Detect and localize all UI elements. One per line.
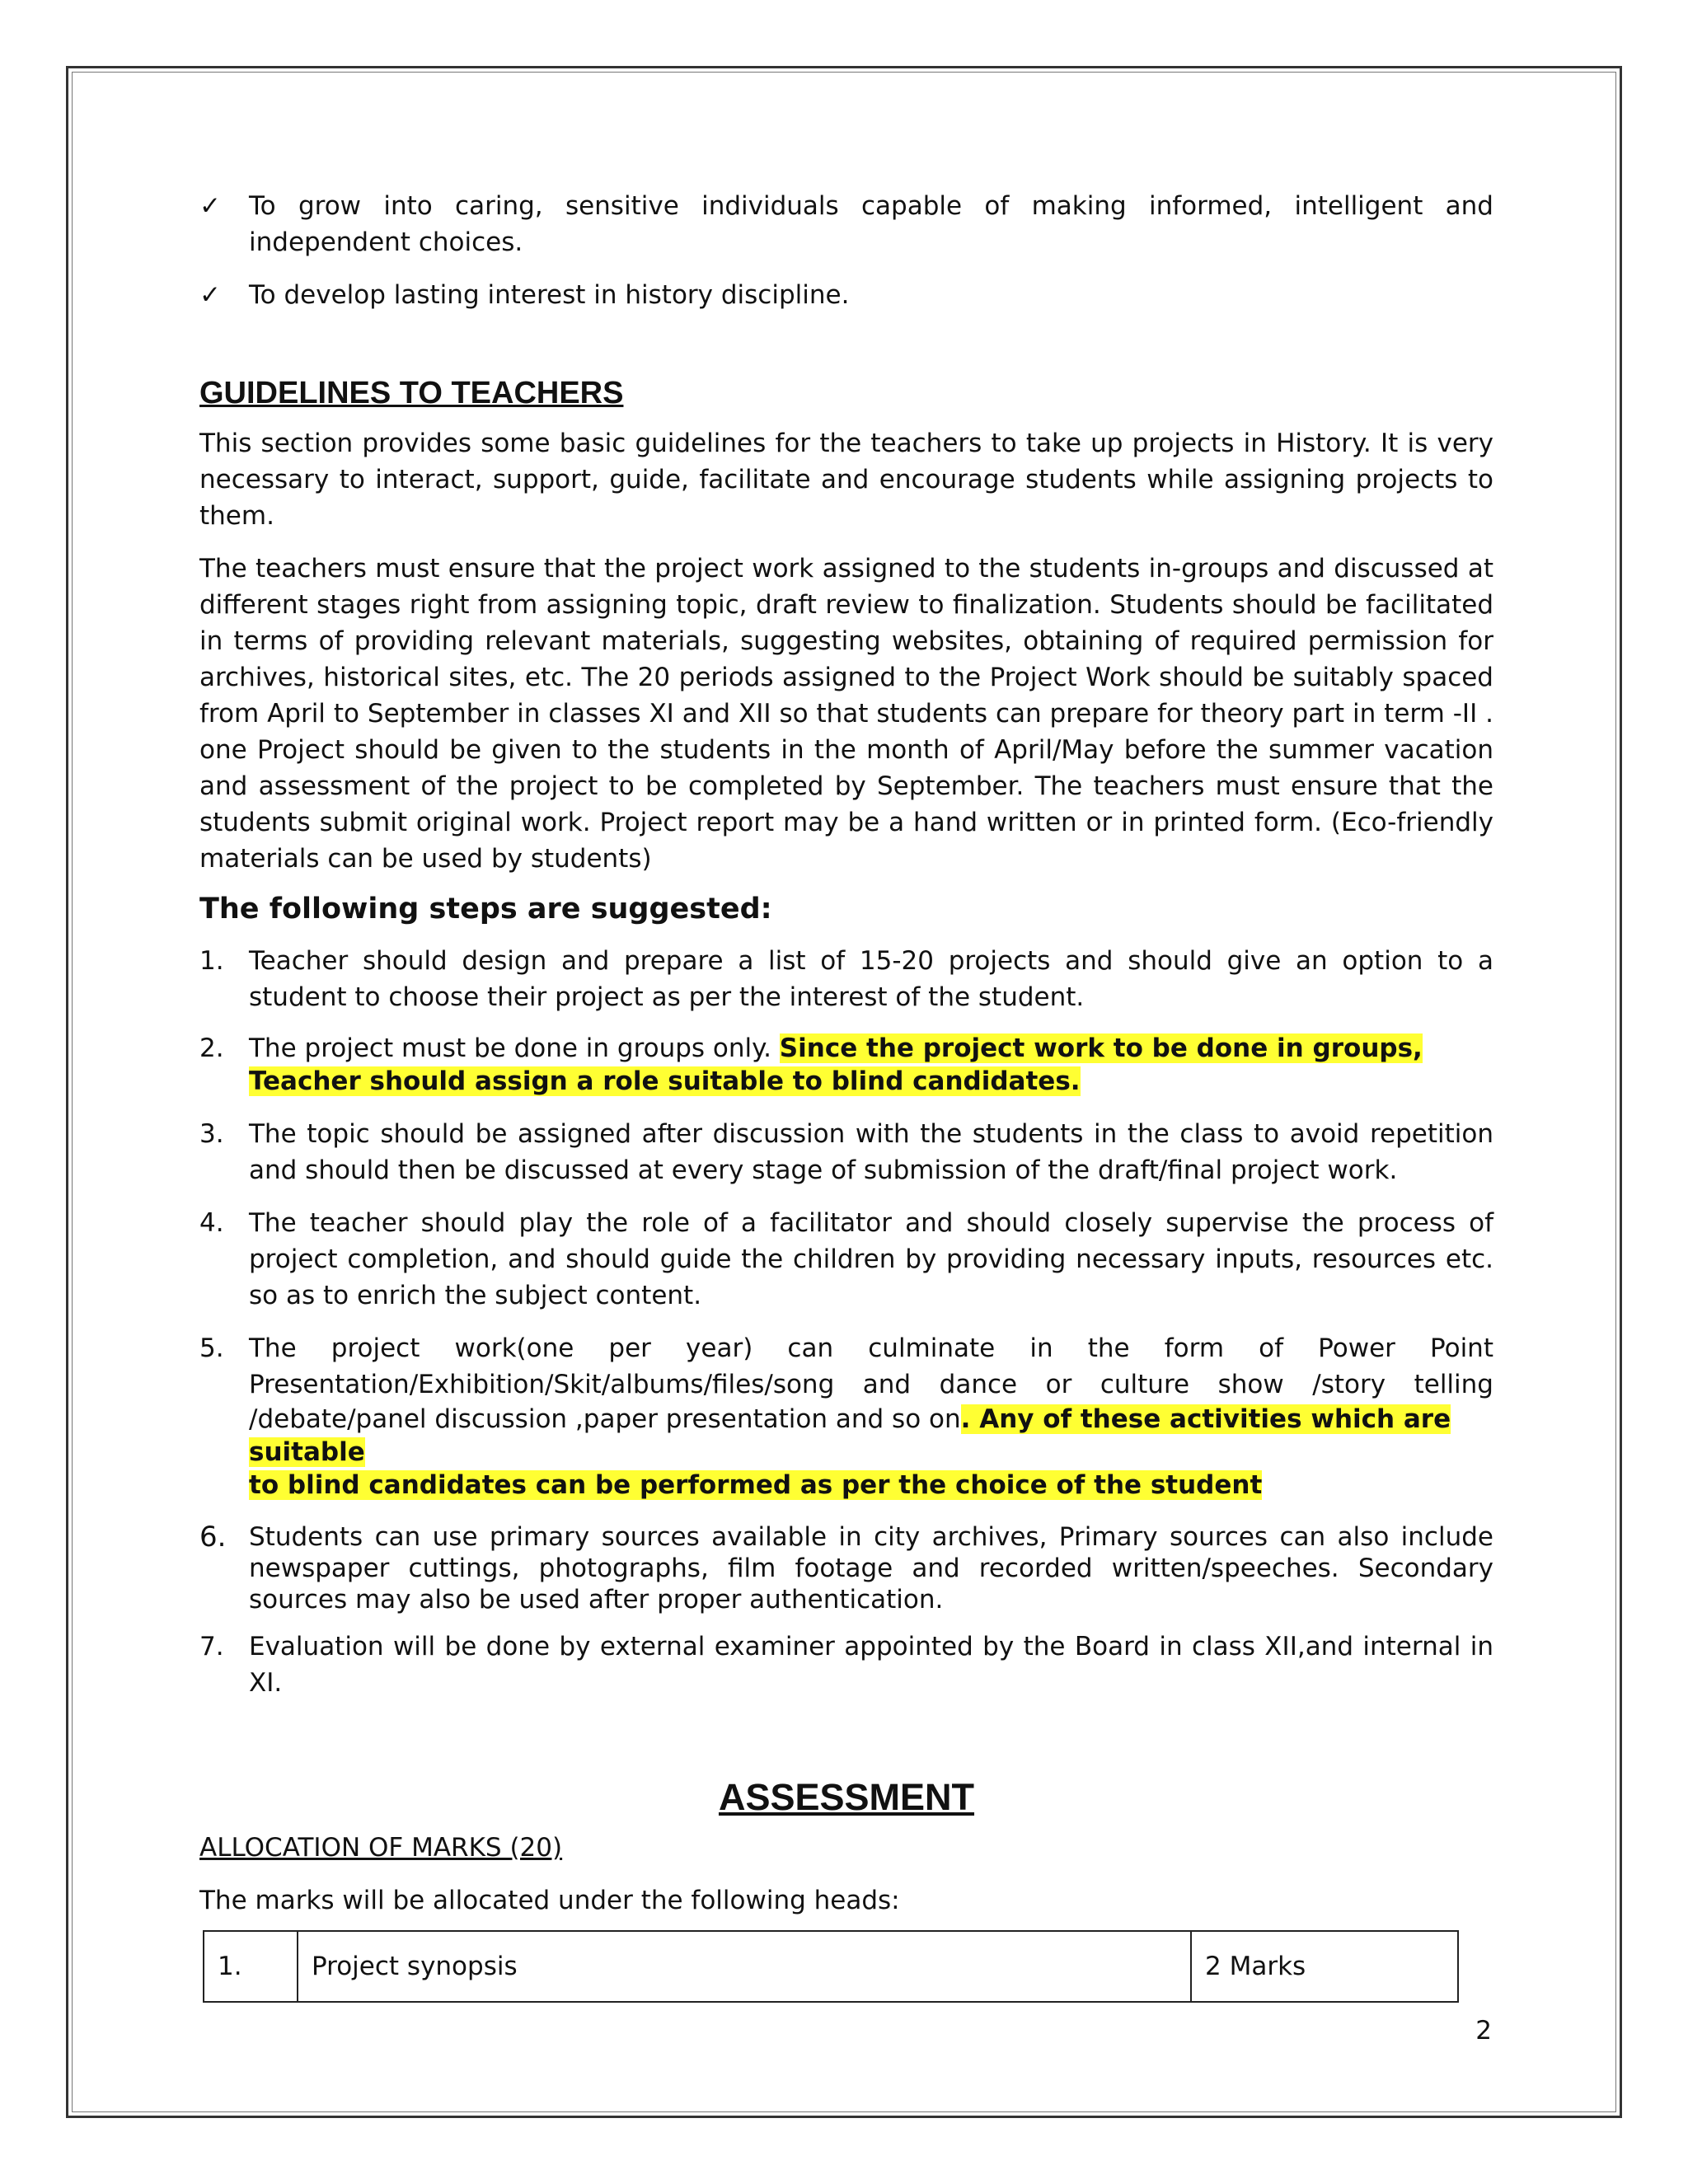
step-item-3 bbox=[199, 1116, 1493, 1188]
step-text: Students can use primary sources available in city archives, Primary sources can also include newspaper cuttings, photographs, film footage and recorded written/speeches. Secondary sources may also be used after proper authentication. bbox=[249, 1522, 1493, 1615]
step-text: The teacher should play the role of a facilitator and should closely supervise the process of project completion, and should guide the children by providing necessary inputs, resources etc. so as to enrich the subject content. bbox=[249, 1208, 1493, 1310]
step-number: 4. bbox=[199, 1208, 224, 1238]
step-text: /debate/panel discussion ,paper presentation and so on bbox=[249, 1404, 961, 1434]
row-number: 1. bbox=[204, 1931, 298, 2002]
highlighted-text: Teacher should assign a role suitable to blind candidates. bbox=[249, 1066, 1081, 1096]
step-text-line bbox=[249, 1403, 1493, 1469]
highlighted-text: . Any of these activities which are suitable bbox=[249, 1404, 1451, 1467]
step-item-2 bbox=[199, 1032, 1493, 1098]
page-number: 2 bbox=[1475, 2016, 1492, 2046]
checkmark-icon: ✓ bbox=[199, 191, 221, 221]
objective-text: To develop lasting interest in history discipline. bbox=[249, 280, 850, 310]
allocation-heading: ALLOCATION OF MARKS (20) bbox=[199, 1833, 563, 1863]
objective-text: To grow into caring, sensitive individuals capable of making informed, intelligent and independent choices. bbox=[249, 191, 1493, 257]
row-item: Project synopsis bbox=[298, 1931, 1191, 2002]
step-item-4 bbox=[199, 1205, 1493, 1314]
steps-heading: The following steps are suggested: bbox=[199, 893, 772, 926]
step-text: Evaluation will be done by external examiner appointed by the Board in class XII,and internal in XI. bbox=[249, 1632, 1493, 1698]
step-text-line: Presentation/Exhibition/Skit/albums/files/song and dance or culture show /story telling bbox=[249, 1370, 1493, 1399]
assessment-title: ASSESSMENT bbox=[718, 1776, 975, 1818]
objective-item bbox=[199, 188, 1493, 260]
step-text: The topic should be assigned after discussion with the students in the class to avoid repetition and should then be discussed at every stage of submission of the draft/final project work. bbox=[249, 1119, 1493, 1185]
highlighted-text: Since the project work to be done in groups, bbox=[779, 1033, 1423, 1063]
step-item-7 bbox=[199, 1629, 1493, 1701]
step-item-6 bbox=[199, 1521, 1493, 1615]
guidelines-heading: GUIDELINES TO TEACHERS bbox=[199, 376, 624, 410]
objective-item bbox=[199, 277, 1493, 313]
step-number: 7. bbox=[199, 1632, 224, 1661]
step-number: 6. bbox=[199, 1521, 227, 1554]
guidelines-paragraph-1: This section provides some basic guidelines for the teachers to take up projects in History. It is very necessary to interact, support, guide, facilitate and encourage students while assigning projects to them. bbox=[199, 429, 1493, 531]
step-text: Teacher should design and prepare a list of 15-20 projects and should give an option to a student to choose their project as per the interest of the student. bbox=[249, 946, 1493, 1012]
step-text-line: The project work(one per year) can culminate in the form of Power Point bbox=[249, 1333, 1493, 1363]
guidelines-paragraph-2: The teachers must ensure that the project work assigned to the students in-groups and discussed at different stages right from assigning topic, draft review to finalization. Students should be facilitated in terms of providing relevant materials, suggesting websites, obtaining of required permission for archives, historical sites, etc. The 20 periods assigned to the Project Work should be suitably spaced from April to September in classes XI and XII so that students can prepare for theory part in term -II . one Project should be given to the students in the month of April/May before the summer vacation and assessment of the project to be completed by September. The teachers must ensure that the students submit original work. Project report may be a hand written or in printed form. (Eco-friendly materials can be used by students) bbox=[199, 554, 1493, 874]
step-item-1 bbox=[199, 943, 1493, 1015]
marks-table bbox=[203, 1930, 1459, 2003]
step-number: 2. bbox=[199, 1033, 224, 1063]
page-content bbox=[199, 188, 1493, 1919]
step-text: The project must be done in groups only. bbox=[249, 1033, 780, 1063]
row-marks: 2 Marks bbox=[1191, 1931, 1458, 2002]
table-row bbox=[204, 1931, 1458, 2002]
highlighted-text: to blind candidates can be performed as per the choice of the student bbox=[249, 1470, 1263, 1500]
step-text-line bbox=[249, 1469, 1493, 1502]
checkmark-icon: ✓ bbox=[199, 280, 221, 310]
step-number: 5. bbox=[199, 1333, 224, 1363]
allocation-intro: The marks will be allocated under the following heads: bbox=[199, 1886, 900, 1915]
step-number: 3. bbox=[199, 1119, 224, 1149]
step-item-5 bbox=[199, 1330, 1493, 1502]
step-number: 1. bbox=[199, 946, 224, 976]
